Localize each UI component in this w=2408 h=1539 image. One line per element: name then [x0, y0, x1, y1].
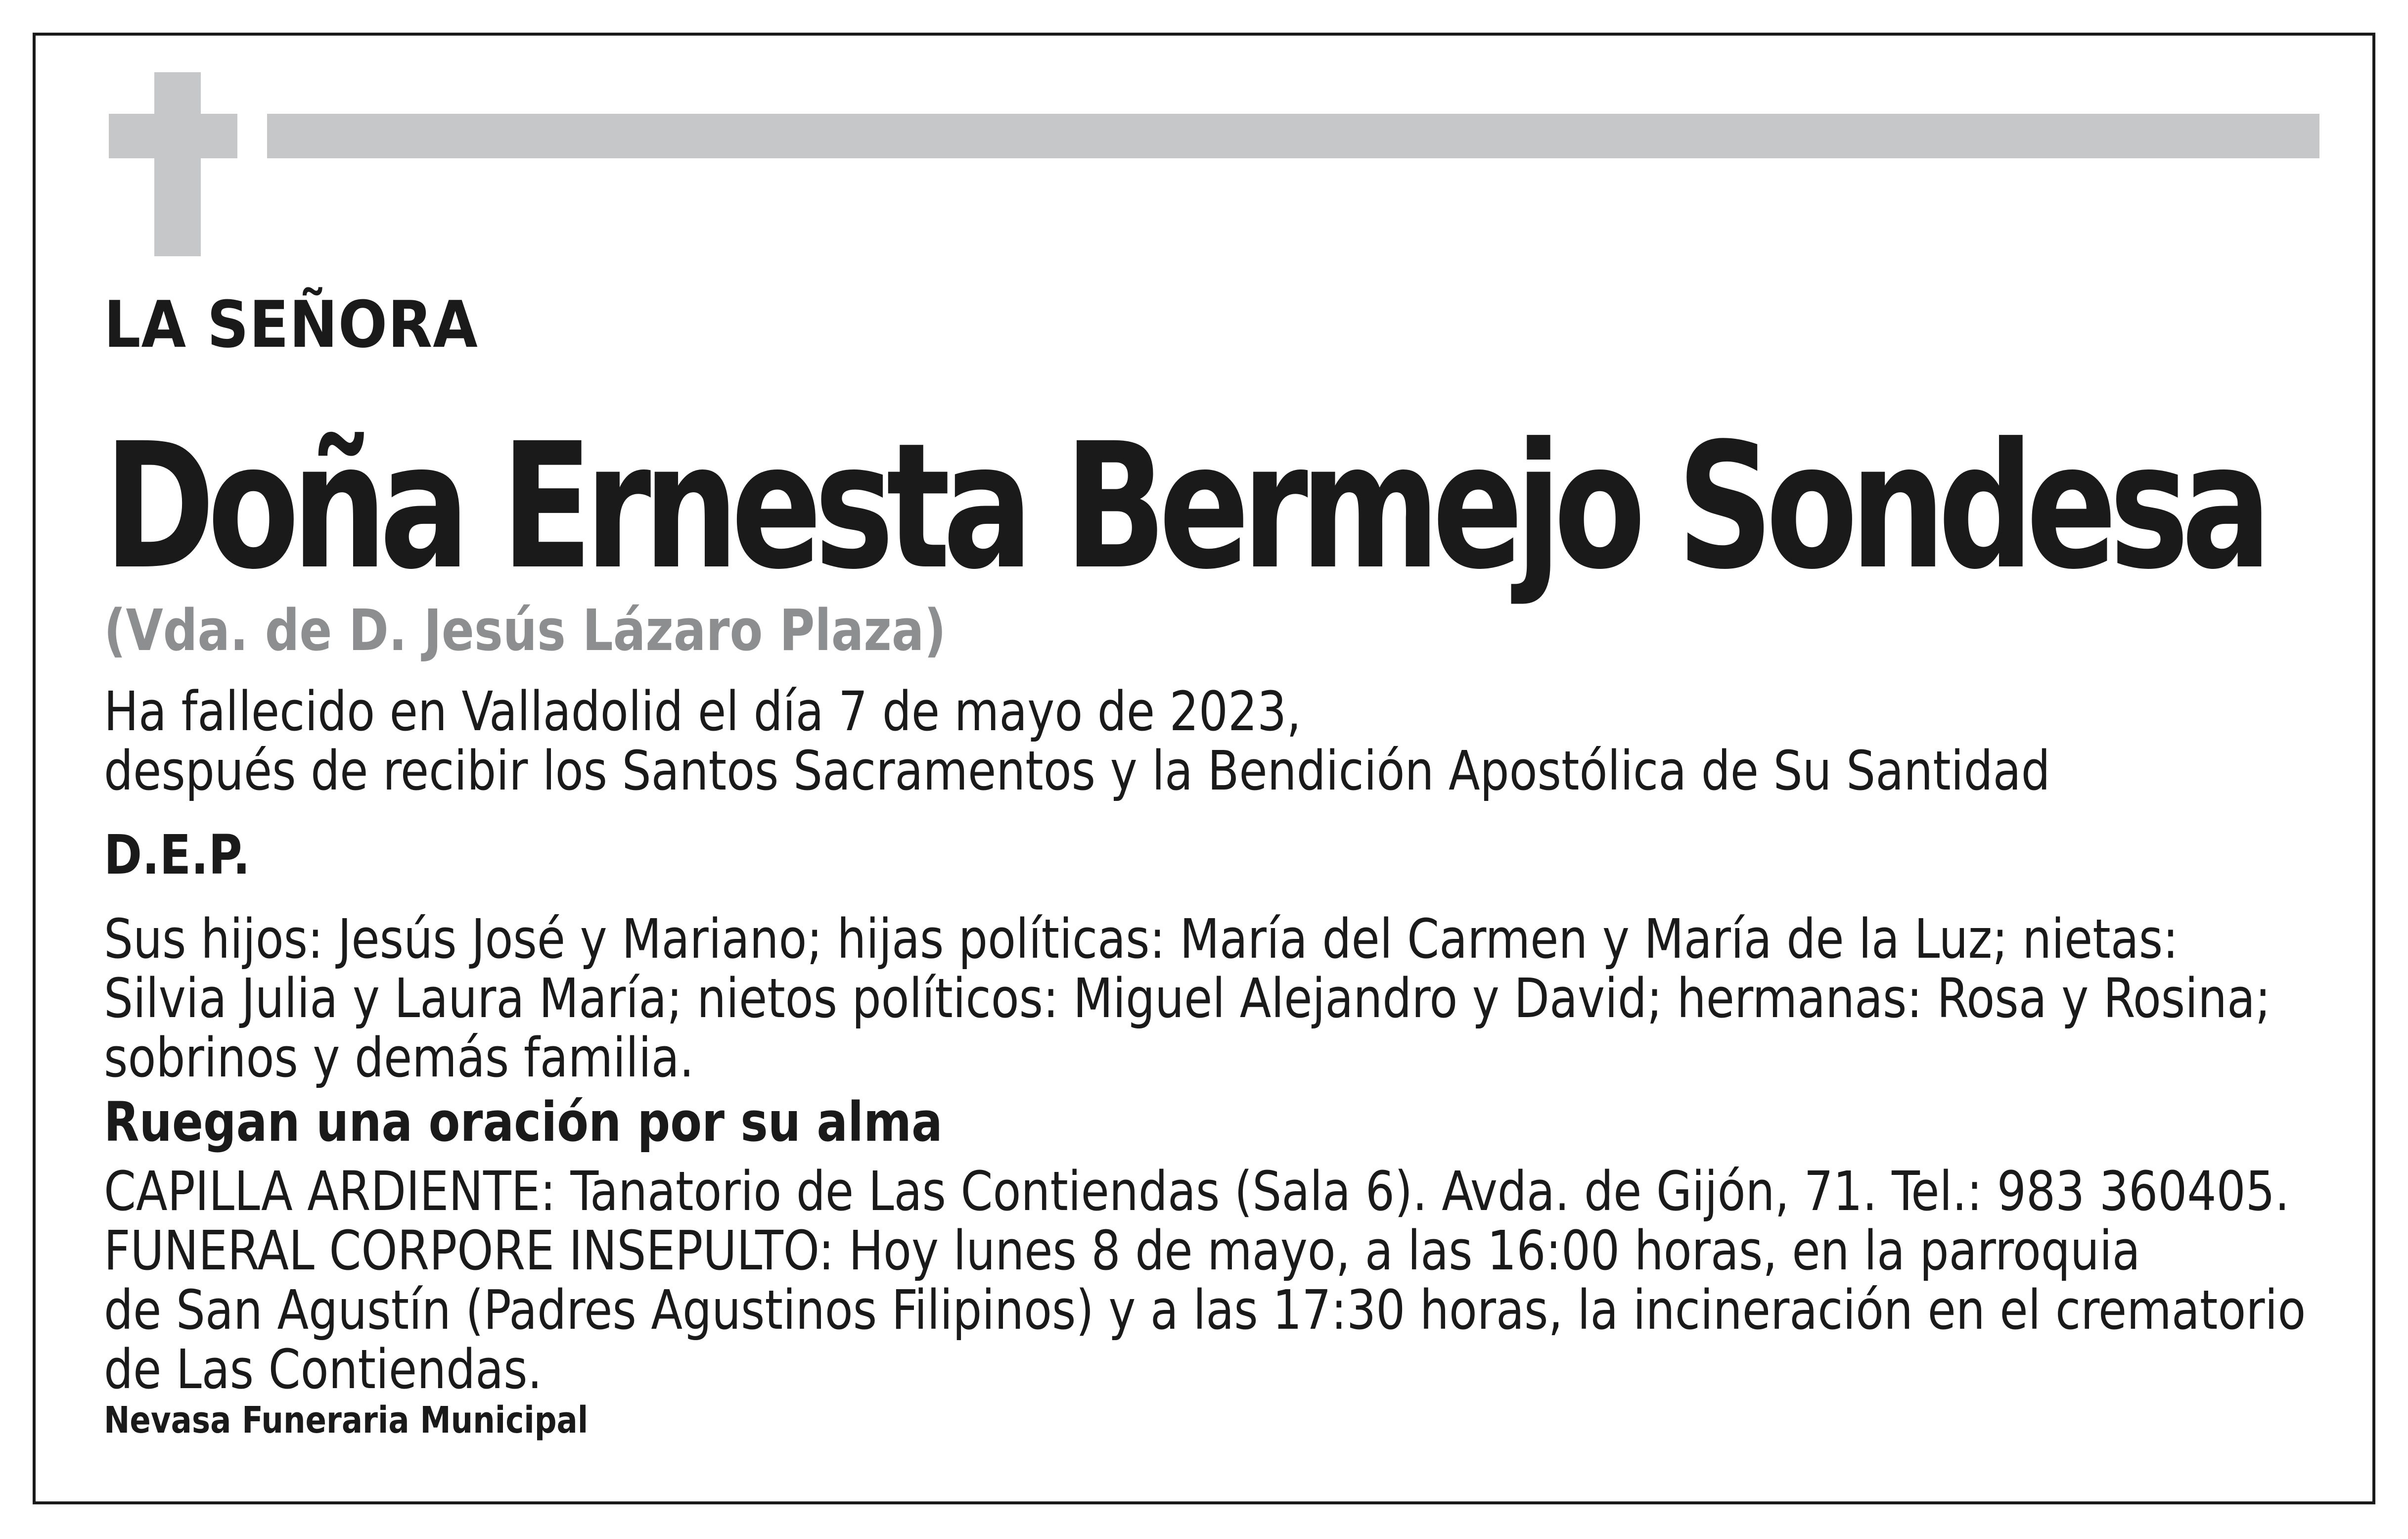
- dep-label: D.E.P.: [104, 823, 251, 886]
- cross-icon-arm: [109, 114, 237, 158]
- service-line: de Las Contiendas.: [104, 1338, 543, 1401]
- service-line: CAPILLA ARDIENTE: Tanatorio de Las Contiendas (Sala 6). Avda. de Gijón, 71. Tel.: 983 360405.: [104, 1160, 2290, 1223]
- service-line: FUNERAL CORPORE INSEPULTO: Hoy lunes 8 de mayo, a las 16:00 horas, en la parroquia: [104, 1219, 2140, 1282]
- family-line: Silvia Julia y Laura María; nietos políticos: Miguel Alejandro y David; hermanas: Rosa y Rosina;: [104, 967, 2271, 1030]
- widow-of: (Vda. de D. Jesús Lázaro Plaza): [104, 598, 946, 664]
- funeral-home-name: Nevasa Funeraria Municipal: [104, 1399, 589, 1442]
- header-divider-bar: [267, 114, 2319, 158]
- service-line: de San Agustín (Padres Agustinos Filipinos) y a las 17:30 horas, la incineración en el crematorio: [104, 1278, 2306, 1342]
- deceased-name: Doña Ernesta Bermejo Sondesa: [104, 406, 2265, 607]
- service-details: [104, 1162, 2306, 1399]
- family-list: [104, 909, 2271, 1087]
- notice-title: LA SEÑORA: [104, 287, 478, 362]
- prayer-request: Ruegan una oración por su alma: [104, 1090, 943, 1154]
- family-line: sobrinos y demás familia.: [104, 1026, 694, 1089]
- family-line: Sus hijos: Jesús José y Mariano; hijas políticas: María del Carmen y María de la Luz; nietas:: [104, 907, 2179, 971]
- death-line: Ha fallecido en Valladolid el día 7 de mayo de 2023,: [104, 680, 1301, 743]
- death-line: después de recibir los Santos Sacramentos y la Bendición Apostólica de Su Santidad: [104, 739, 2050, 802]
- cross-icon: [154, 72, 201, 256]
- death-announcement: [104, 682, 2050, 800]
